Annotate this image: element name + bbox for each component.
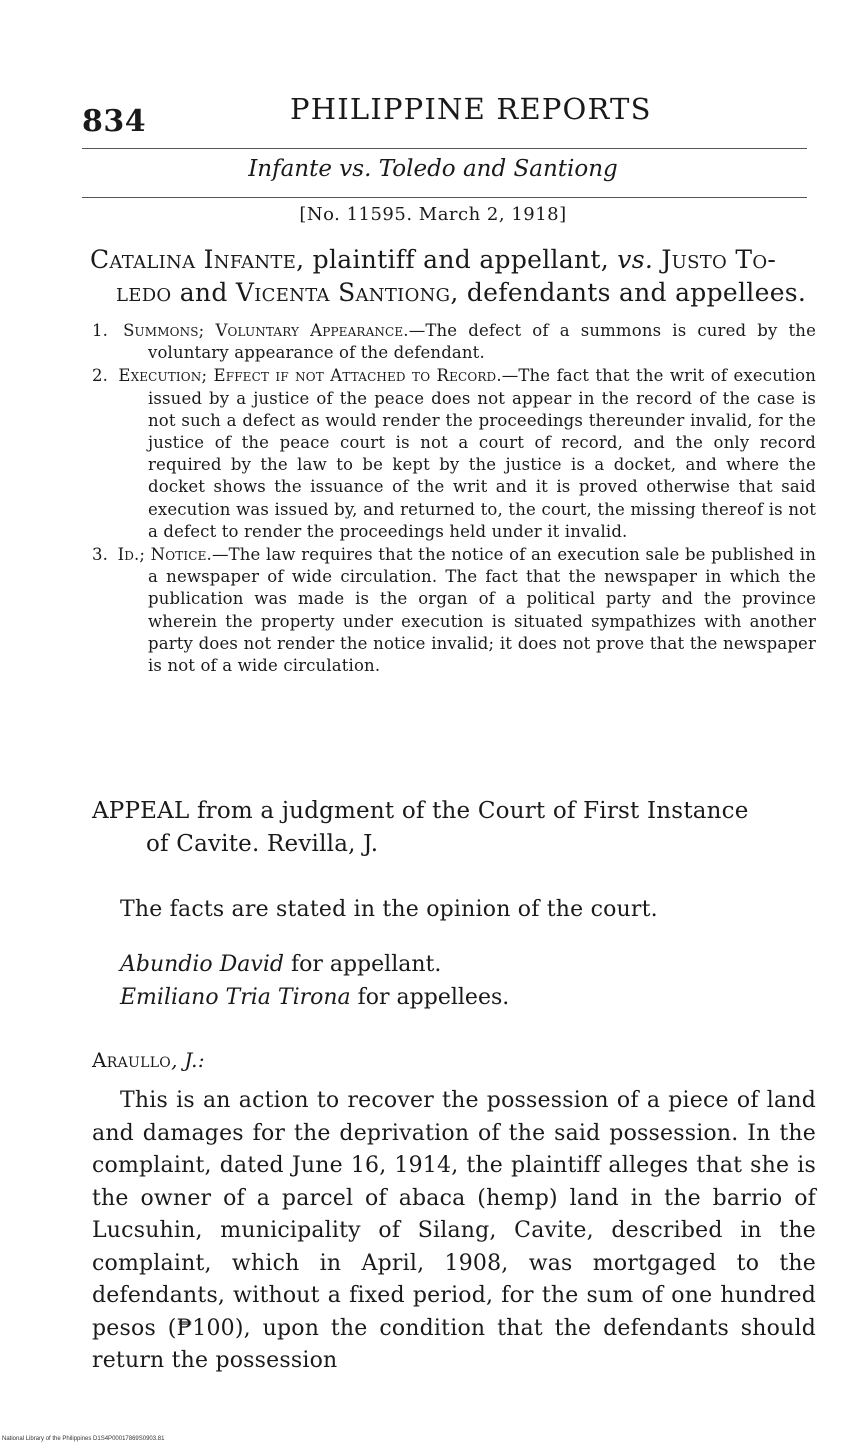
syllabus-item [92,544,816,677]
page-number: 834 [82,104,147,139]
defendant2-name: Vicenta Santiong [235,278,451,307]
syllabus-number: 3. [92,545,109,565]
plaintiff-name: Catalina Infante [90,245,297,274]
opinion-body [92,1085,816,1378]
counsel-appellee [120,981,509,1014]
case-parties [90,243,810,309]
conjunction: and [171,278,236,307]
syllabus-item [92,320,816,364]
syllabus-heading: Summons; Voluntary Appearance. [123,321,409,340]
counsel-appellant [120,948,509,981]
docket-line: [No. 11595. March 2, 1918] [299,204,567,225]
scan-footer: National Library of the Philippines D1S4P00017869S0903.81 [2,1436,165,1442]
plaintiff-role: , plaintiff and appellant, [296,245,618,274]
counsel-role: for appellant. [283,952,442,977]
syllabus-text: —The defect of a summons is cured by the voluntary appearance of the defendant. [148,321,817,363]
parties-line-2 [90,276,810,309]
syllabus-text: —The fact that the writ of execution issued by a justice of the peace does not appear in the record of the case is not such a defect as would render the proceedings thereunder invalid, for the justice of the peace court is not a court of record, and the only record required by the law to be kept by the justice is a docket, and where the docket shows the issuance of the writ and it is proved otherwise that said execution was issued by, and returned to, the court, the missing thereof is not a defect to render the proceedings held under it invalid. [148,366,816,541]
counsel-name: Emiliano Tria Tirona [120,985,351,1010]
versus: vs. [617,245,654,274]
counsel-role: for appellees. [350,985,510,1010]
justice-name: Araullo [92,1048,172,1072]
header-rule-bottom [82,197,807,198]
defendant-name-part2: ledo [116,278,172,307]
syllabus-number: 2. [92,366,109,386]
header-rule-top [82,148,807,149]
syllabus [92,320,816,678]
facts-statement: The facts are stated in the opinion of the court. [120,897,658,922]
syllabus-heading: Execution; Effect if not Attached to Record. [118,366,502,386]
counsel-list [120,948,509,1014]
appeal-statement [92,795,812,861]
counsel-name: Abundio David [120,952,284,977]
justice-suffix: , J.: [171,1048,205,1072]
appeal-line-2: of Cavite. Revilla, J. [146,831,379,857]
syllabus-number: 1. [92,321,109,340]
syllabus-heading: Id.; Notice. [117,545,212,565]
running-head: PHILIPPINE REPORTS [290,92,652,126]
defendant-name-part1: Justo To- [653,245,777,274]
syllabus-item [92,365,816,543]
syllabus-text: —The law requires that the notice of an execution sale be published in a newspaper of wide circulation. The fact that the newspaper in which the publication was made is the organ of a political party and the province wherein the property under execution is situated sympathizes with another party does not render the notice invalid; it does not prove that the newspaper is not of a wide circulation. [148,545,816,676]
case-short-title: Infante vs. Toledo and Santiong [248,156,618,182]
ponente [92,1048,205,1072]
defendant-role: , defendants and appellees. [450,278,807,307]
appeal-line-1: APPEAL from a judgment of the Court of First Instance [92,798,749,824]
opinion-paragraph: This is an action to recover the possession of a piece of land and damages for the deprivation of the said possession. In the complaint, dated June 16, 1914, the plaintiff alleges that she is the owner of a parcel of abaca (hemp) land in the barrio of Lucsuhin, municipality of Silang, Cavite, described in the complaint, which in April, 1908, was mortgaged to the defendants, without a fixed period, for the sum of one hundred pesos (₱100), upon the condition that the defendants should return the possession [92,1088,816,1373]
